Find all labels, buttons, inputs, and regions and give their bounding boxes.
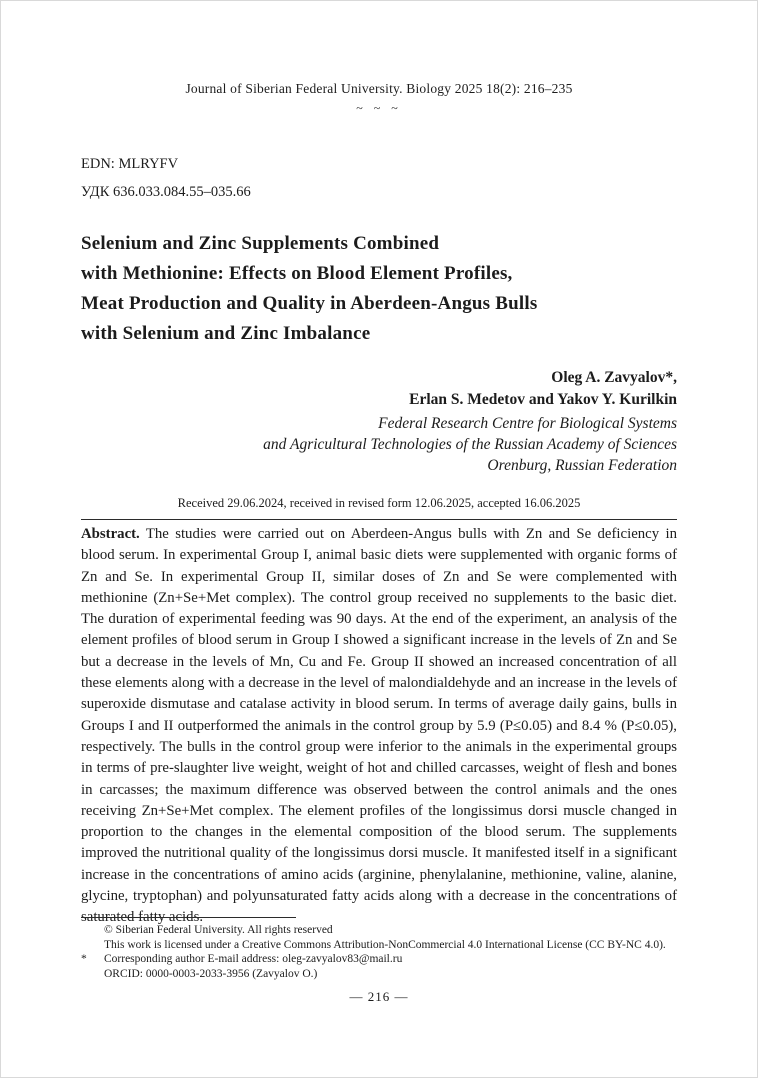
- corresponding-author-line: [81, 952, 677, 967]
- license-text: This work is licensed under a Creative Commons Attribution-NonCommercial 4.0 International License (CC BY-NC 4.0).: [104, 938, 666, 951]
- page-number: — 216 —: [349, 989, 409, 1004]
- udk-code: УДК 636.033.084.55–035.66: [81, 184, 251, 200]
- ornament-divider: ~ ~ ~: [356, 101, 402, 115]
- authors-line: Oleg A. Zavyalov*,: [551, 369, 677, 386]
- affiliation-line: and Agricultural Technologies of the Russian Academy of Sciences: [263, 436, 677, 453]
- asterisk-marker: *: [81, 953, 87, 965]
- article-title: [81, 229, 677, 349]
- copyright-line: [81, 923, 677, 938]
- abstract-top-rule: [81, 519, 677, 520]
- article-title-line: Meat Production and Quality in Aberdeen-Angus Bulls: [81, 293, 538, 314]
- article-title-line: Selenium and Zinc Supplements Combined: [81, 233, 440, 254]
- affiliation-line: Orenburg, Russian Federation: [487, 457, 677, 474]
- edn-code: EDN: MLRYFV: [81, 156, 179, 172]
- affiliation-block: [81, 413, 677, 476]
- footnote-block: [81, 917, 677, 981]
- affiliation-line: Federal Research Centre for Biological Systems: [378, 415, 677, 432]
- orcid-text: ORCID: 0000-0003-2033-3956 (Zavyalov O.): [104, 967, 318, 980]
- article-title-line: with Selenium and Zinc Imbalance: [81, 323, 371, 344]
- license-line: [81, 938, 677, 953]
- orcid-line: [81, 967, 677, 982]
- copyright-text: © Siberian Federal University. All rights reserved: [104, 924, 333, 936]
- article-title-line: with Methionine: Effects on Blood Element Profiles,: [81, 263, 513, 284]
- footnote-rule: [81, 917, 296, 918]
- received-dates: Received 29.06.2024, received in revised form 12.06.2025, accepted 16.06.2025: [177, 496, 581, 510]
- page-content: [1, 1, 757, 929]
- abstract-paragraph: [81, 524, 677, 929]
- abstract-text: The studies were carried out on Aberdeen-Angus bulls with Zn and Se deficiency in blood serum. In experimental Group I, animal basic diets were supplemented with organic forms of Zn and Se. In experimental Group II, similar doses of Zn and Se were complemented with methionine (Zn+Se+Met complex). The control group received no supplements to the basic diet. The duration of experimental feeding was 90 days. At the end of the experiment, an analysis of the element profiles of blood serum in Group I showed a significant increase in the levels of Zn and Se but a decrease in the levels of Mn, Cu and Fe. Group II showed an increased concentration of all these elements along with a decrease in the level of malondialdehyde and an increase in the levels of superoxide dismutase and catalase activity in blood serum. In terms of average daily gains, bulls in Groups I and II outperformed the animals in the control group by 5.9 (P≤0.05) and 8.4 % (P≤0.05), respectively. The bulls in the control group were inferior to the animals in the experimental groups in terms of pre-slaughter live weight, weight of hot and chilled carcasses, weight of flesh and bones in carcasses; the maximum difference was observed between the control animals and the ones receiving Zn+Se+Met complex. The element profiles of the longissimus dorsi muscle changed in proportion to the changes in the elemental composition of the blood serum. The supplements improved the nutritional quality of the longissimus dorsi muscle. It manifested itself in a significant increase in the concentrations of amino acids (arginine, phenylalanine, methionine, valine, alanine, glycine, tryptophan) and polyunsaturated fatty acids along with a decrease in the concentrations of saturated fatty acids.: [81, 526, 677, 926]
- authors-line: Erlan S. Medetov and Yakov Y. Kurilkin: [409, 391, 677, 408]
- authors-block: [81, 367, 677, 411]
- journal-header-line: Journal of Siberian Federal University. Biology 2025 18(2): 216–235: [185, 81, 573, 96]
- abstract-label: Abstract.: [81, 526, 140, 542]
- corresponding-author-text: Corresponding author E-mail address: oleg-zavyalov83@mail.ru: [104, 953, 403, 965]
